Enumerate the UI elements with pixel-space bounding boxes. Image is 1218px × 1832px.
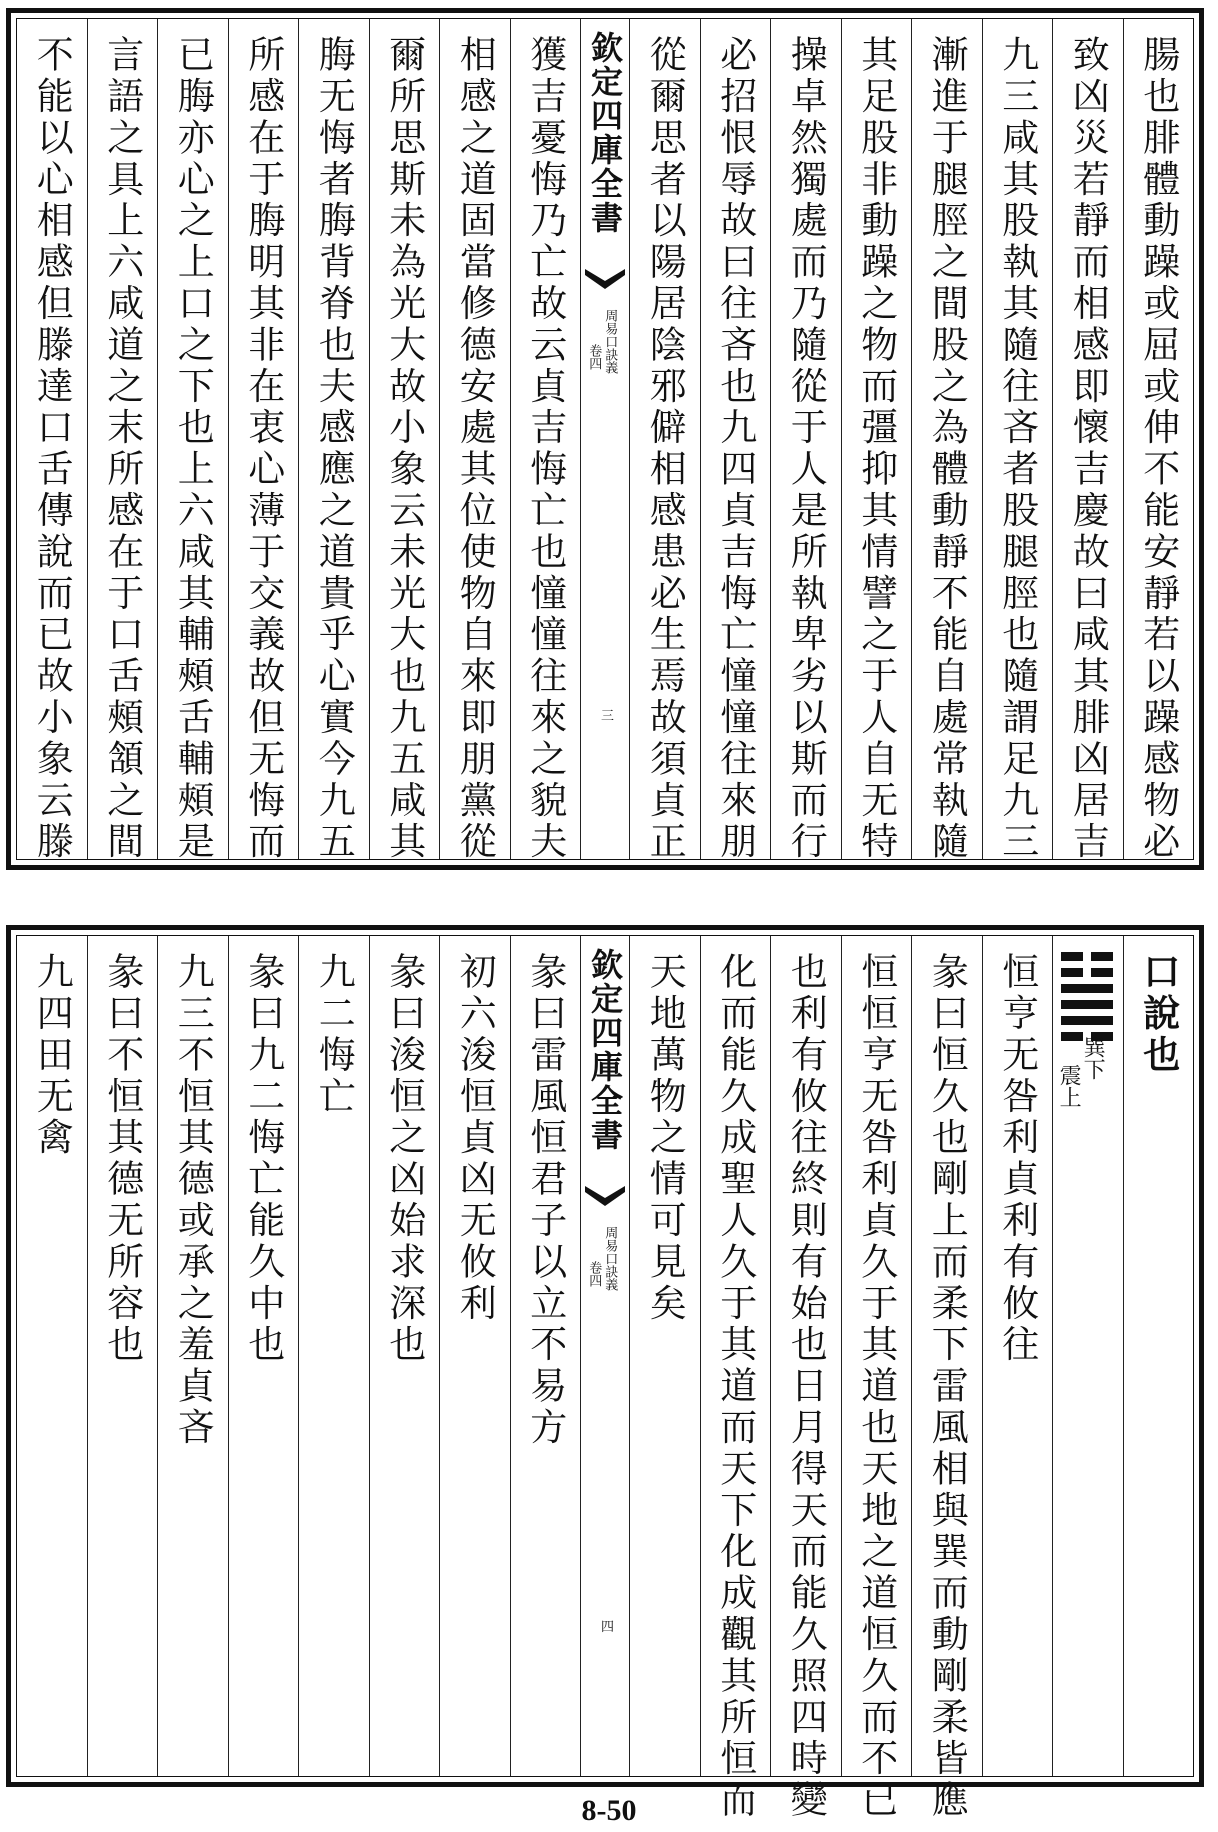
column-text: 不能以心相感但滕達口舌傳說而已故小象云滕 (30, 35, 74, 863)
column-text: 其足股非動躁之物而彊抑其情譬之于人自无特 (854, 35, 898, 863)
text-column (369, 936, 440, 1776)
text-column (369, 19, 440, 863)
column-text: 漸進于腿脛之間股之為體動靜不能自處常執隨 (925, 35, 969, 863)
spine-book-title: 周易口訣義 (602, 309, 618, 374)
text-column (700, 19, 771, 863)
column-text: 操卓然獨處而乃隨從于人是所執卑劣以斯而行 (784, 35, 828, 863)
column-text: 從爾思者以陽居陰邪僻相感患必生焉故須貞正 (643, 35, 687, 863)
spine-title: 欽定四庫全書 (586, 948, 624, 1152)
column-text: 腸也腓體動躁或屈或伸不能安靜若以躁感物必 (1136, 35, 1180, 863)
column-text: 彖曰恒久也剛上而柔下雷風相與巽而動剛柔皆應 (925, 952, 969, 1822)
column-text: 彖曰浚恒之凶始求深也 (382, 952, 426, 1366)
column-text: 必招恨辱故曰往吝也九四貞吉悔亡憧憧往來朋 (713, 35, 757, 863)
column-text: 獲吉憂悔乃亡故云貞吉悔亡也憧憧往來之貌夫 (523, 35, 567, 863)
column-text: 口說也 (1136, 952, 1181, 1077)
text-column (439, 936, 510, 1776)
column-text: 彖曰雷風恒君子以立不易方 (523, 952, 567, 1449)
page-number: 8-50 (581, 1794, 637, 1827)
text-column (841, 19, 912, 863)
text-column (1052, 19, 1123, 863)
hexagram-line (1061, 952, 1113, 961)
book-spine-column (580, 936, 629, 1776)
top-page-columns (17, 19, 1193, 863)
text-column (157, 19, 228, 863)
spine-leaf-number: 四 (601, 1620, 615, 1635)
text-column (770, 19, 841, 863)
fish-tail-mark-icon (583, 1184, 627, 1208)
hexagram-heng-icon (1061, 952, 1113, 1048)
spine-title: 欽定四庫全書 (586, 31, 624, 235)
hexagram-column (1052, 936, 1123, 1776)
spine-leaf-number: 三 (601, 709, 615, 724)
hexagram-line (1061, 1016, 1113, 1025)
text-column (298, 936, 369, 1776)
book-spine-column (580, 19, 629, 859)
text-column (17, 936, 87, 1776)
column-text: 化而能久成聖人久于其道而天下化成觀其所恒而 (713, 952, 757, 1822)
column-text: 爾所思斯未為光大故小象云未光大也九五咸其 (382, 35, 426, 863)
text-column (982, 936, 1053, 1776)
column-text: 九三咸其股執其隨往吝者股腿脛也隨謂足九三 (995, 35, 1039, 863)
column-text: 九三不恒其德或承之羞貞吝 (171, 952, 215, 1449)
text-column (87, 19, 158, 863)
column-text: 脢无悔者脢背脊也夫感應之道貴乎心實今九五 (312, 35, 356, 863)
top-page (6, 8, 1204, 870)
column-text: 致凶災若靜而相感即懷吉慶故曰咸其腓凶居吉 (1066, 35, 1110, 863)
trigram-lower-label: 巽下 (1080, 1036, 1106, 1080)
hexagram-line (1061, 984, 1113, 993)
trigram-upper-label: 震上 (1056, 1064, 1082, 1108)
column-text: 九二悔亡 (312, 952, 356, 1118)
spine-book-title: 周易口訣義 (602, 1226, 618, 1291)
text-column (841, 936, 912, 1822)
fish-tail-mark-icon (583, 267, 627, 291)
column-text: 彖曰不恒其德无所容也 (100, 952, 144, 1366)
text-column (510, 19, 581, 863)
text-column (228, 19, 299, 863)
text-column (629, 19, 700, 863)
text-column (439, 19, 510, 863)
column-text: 所感在于脢明其非在衷心薄于交義故但无悔而 (241, 35, 285, 863)
top-page-frame (16, 18, 1194, 863)
column-text: 初六浚恒貞凶无攸利 (453, 952, 497, 1325)
text-column (157, 936, 228, 1776)
column-text: 恒亨无咎利貞利有攸往 (995, 952, 1039, 1366)
column-text: 言語之具上六咸道之末所感在于口舌頰頷之間 (100, 35, 144, 863)
text-column (770, 936, 841, 1822)
text-column (17, 19, 87, 863)
text-column (982, 19, 1053, 863)
text-column (298, 19, 369, 863)
spine-volume: 卷四 (586, 1261, 602, 1287)
text-column (629, 936, 700, 1776)
column-text: 已脢亦心之上口之下也上六咸其輔頰舌輔頰是 (171, 35, 215, 863)
text-column (911, 936, 982, 1822)
text-column (700, 936, 771, 1822)
column-text: 天地萬物之情可見矣 (643, 952, 687, 1325)
text-column (87, 936, 158, 1776)
text-column (228, 936, 299, 1776)
column-text: 也利有攸往終則有始也日月得天而能久照四時變 (784, 952, 828, 1822)
column-text: 九四田无禽 (30, 952, 74, 1159)
text-column (1123, 19, 1194, 863)
column-text: 相感之道固當修德安處其位使物自來即朋黨從 (453, 35, 497, 863)
hexagram-line (1061, 968, 1113, 977)
text-column (911, 19, 982, 863)
heading-column (1123, 936, 1194, 1776)
column-text: 恒恒亨无咎利貞久于其道也天地之道恒久而不已 (854, 952, 898, 1822)
spine-volume: 卷四 (586, 344, 602, 370)
text-column (510, 936, 581, 1776)
column-text: 彖曰九二悔亡能久中也 (241, 952, 285, 1366)
hexagram-line (1061, 1000, 1113, 1009)
